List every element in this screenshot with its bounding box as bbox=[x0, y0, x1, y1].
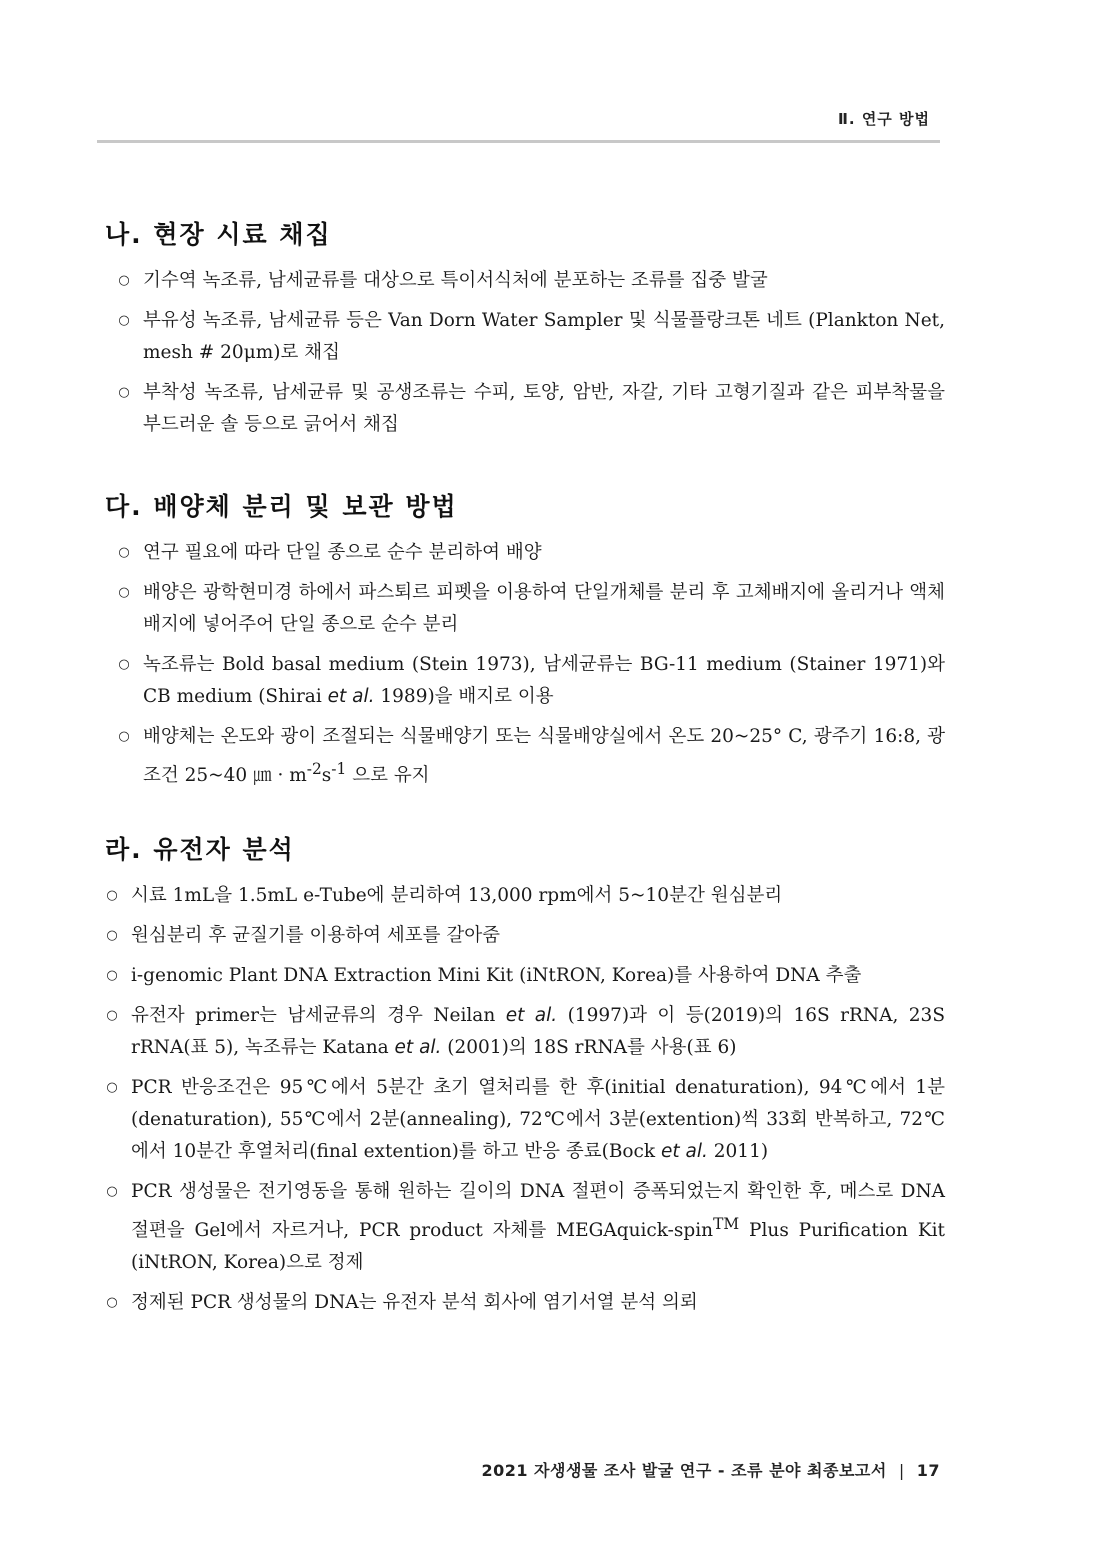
bullet-icon: ○ bbox=[118, 585, 130, 600]
list-item: ○ 녹조류는 Bold basal medium (Stein 1973), 남세균류는 BG-11 medium (Stainer 1971)와 CB medium (Shirai et al. 1989)을 배지로 이용 bbox=[105, 649, 945, 713]
list-item: ○ 배양은 광학현미경 하에서 파스퇴르 피펫을 이용하여 단일개체를 분리 후 고체배지에 올리거나 액체배지에 넣어주어 단일 종으로 순수 분리 bbox=[105, 577, 945, 641]
list-item: ○ 원심분리 후 균질기를 이용하여 세포를 갈아줌 bbox=[93, 920, 945, 952]
section-culture-isolation bbox=[105, 487, 945, 800]
header-divider bbox=[97, 140, 940, 143]
page-footer bbox=[481, 1458, 940, 1481]
bullet-icon: ○ bbox=[106, 928, 118, 943]
list-item: ○ 배양체는 온도와 광이 조절되는 식물배양기 또는 식물배양실에서 온도 20~25° C, 광주기 16:8, 광조건 25~40 ㎛ · $m^{-2}s^{-1}$ 으로 유지 bbox=[105, 721, 945, 792]
list-item: ○ i-genomic Plant DNA Extraction Mini Kit (iNtRON, Korea)를 사용하여 DNA 추출 bbox=[93, 960, 945, 992]
bullet-icon: ○ bbox=[106, 968, 118, 983]
bullet-icon: ○ bbox=[118, 385, 130, 400]
list-item: ○ 부착성 녹조류, 남세균류 및 공생조류는 수피, 토양, 암반, 자갈, 기타 고형기질과 같은 피부착물을 부드러운 솔 등으로 긁어서 채집 bbox=[105, 377, 945, 441]
list-item: ○ PCR 반응조건은 95℃에서 5분간 초기 열처리를 한 후(initial denaturation), 94℃에서 1분(denaturation), 55℃에서 2분(annealing), 72℃에서 3분(extention)씩 33회 반복하고, 72℃에서 10분간 후열처리(final extention)를 하고 반응 종료(Bock et al. 2011) bbox=[93, 1072, 945, 1168]
list-item: ○ 기수역 녹조류, 남세균류를 대상으로 특이서식처에 분포하는 조류를 집중 발굴 bbox=[105, 265, 945, 297]
list-item: ○ PCR 생성물은 전기영동을 통해 원하는 길이의 DNA 절편이 증폭되었는지 확인한 후, 메스로 DNA 절편을 Gel에서 자르거나, PCR product 자체를 MEGAquick-spin™ Plus Purification Kit (iNtRON, Korea)으로 정제 bbox=[93, 1176, 945, 1279]
list-item: ○ 연구 필요에 따라 단일 종으로 순수 분리하여 배양 bbox=[105, 537, 945, 569]
header-chapter-label: Ⅱ. 연구 방법 bbox=[838, 110, 930, 128]
bullet-icon: ○ bbox=[106, 1008, 118, 1023]
page-number: 17 bbox=[916, 1461, 940, 1480]
footer-separator: | bbox=[898, 1461, 905, 1480]
list-item: ○ 시료 1mL을 1.5mL e-Tube에 분리하여 13,000 rpm에서 5~10분간 원심분리 bbox=[93, 880, 945, 912]
section-title: 라. 유전자 분석 bbox=[105, 835, 295, 864]
list-item: ○ 유전자 primer는 남세균류의 경우 Neilan et al. (1997)과 이 등(2019)의 16S rRNA, 23S rRNA(표 5), 녹조류는 Katana et al. (2001)의 18S rRNA를 사용(표 6) bbox=[93, 1000, 945, 1064]
bullet-icon: ○ bbox=[106, 888, 118, 903]
bullet-icon: ○ bbox=[118, 729, 130, 744]
bullet-icon: ○ bbox=[118, 313, 130, 328]
bullet-icon: ○ bbox=[118, 273, 130, 288]
bullet-icon: ○ bbox=[106, 1184, 118, 1199]
section-field-sampling bbox=[105, 215, 945, 449]
report-title: 2021 자생생물 조사 발굴 연구 - 조류 분야 최종보고서 bbox=[481, 1461, 887, 1480]
bullet-icon: ○ bbox=[118, 657, 130, 672]
section-title: 다. 배양체 분리 및 보관 방법 bbox=[105, 492, 458, 521]
section-genetic-analysis bbox=[105, 830, 945, 1327]
bullet-icon: ○ bbox=[118, 545, 130, 560]
bullet-icon: ○ bbox=[106, 1080, 118, 1095]
bullet-icon: ○ bbox=[106, 1295, 118, 1311]
section-title: 나. 현장 시료 채집 bbox=[105, 220, 332, 249]
list-item: ○ 정제된 PCR 생성물의 DNA는 유전자 분석 회사에 염기서열 분석 의뢰 bbox=[93, 1287, 945, 1319]
list-item: ○ 부유성 녹조류, 남세균류 등은 Van Dorn Water Sampler 및 식물플랑크톤 네트 (Plankton Net, mesh # 20μm)로 채집 bbox=[105, 305, 945, 369]
